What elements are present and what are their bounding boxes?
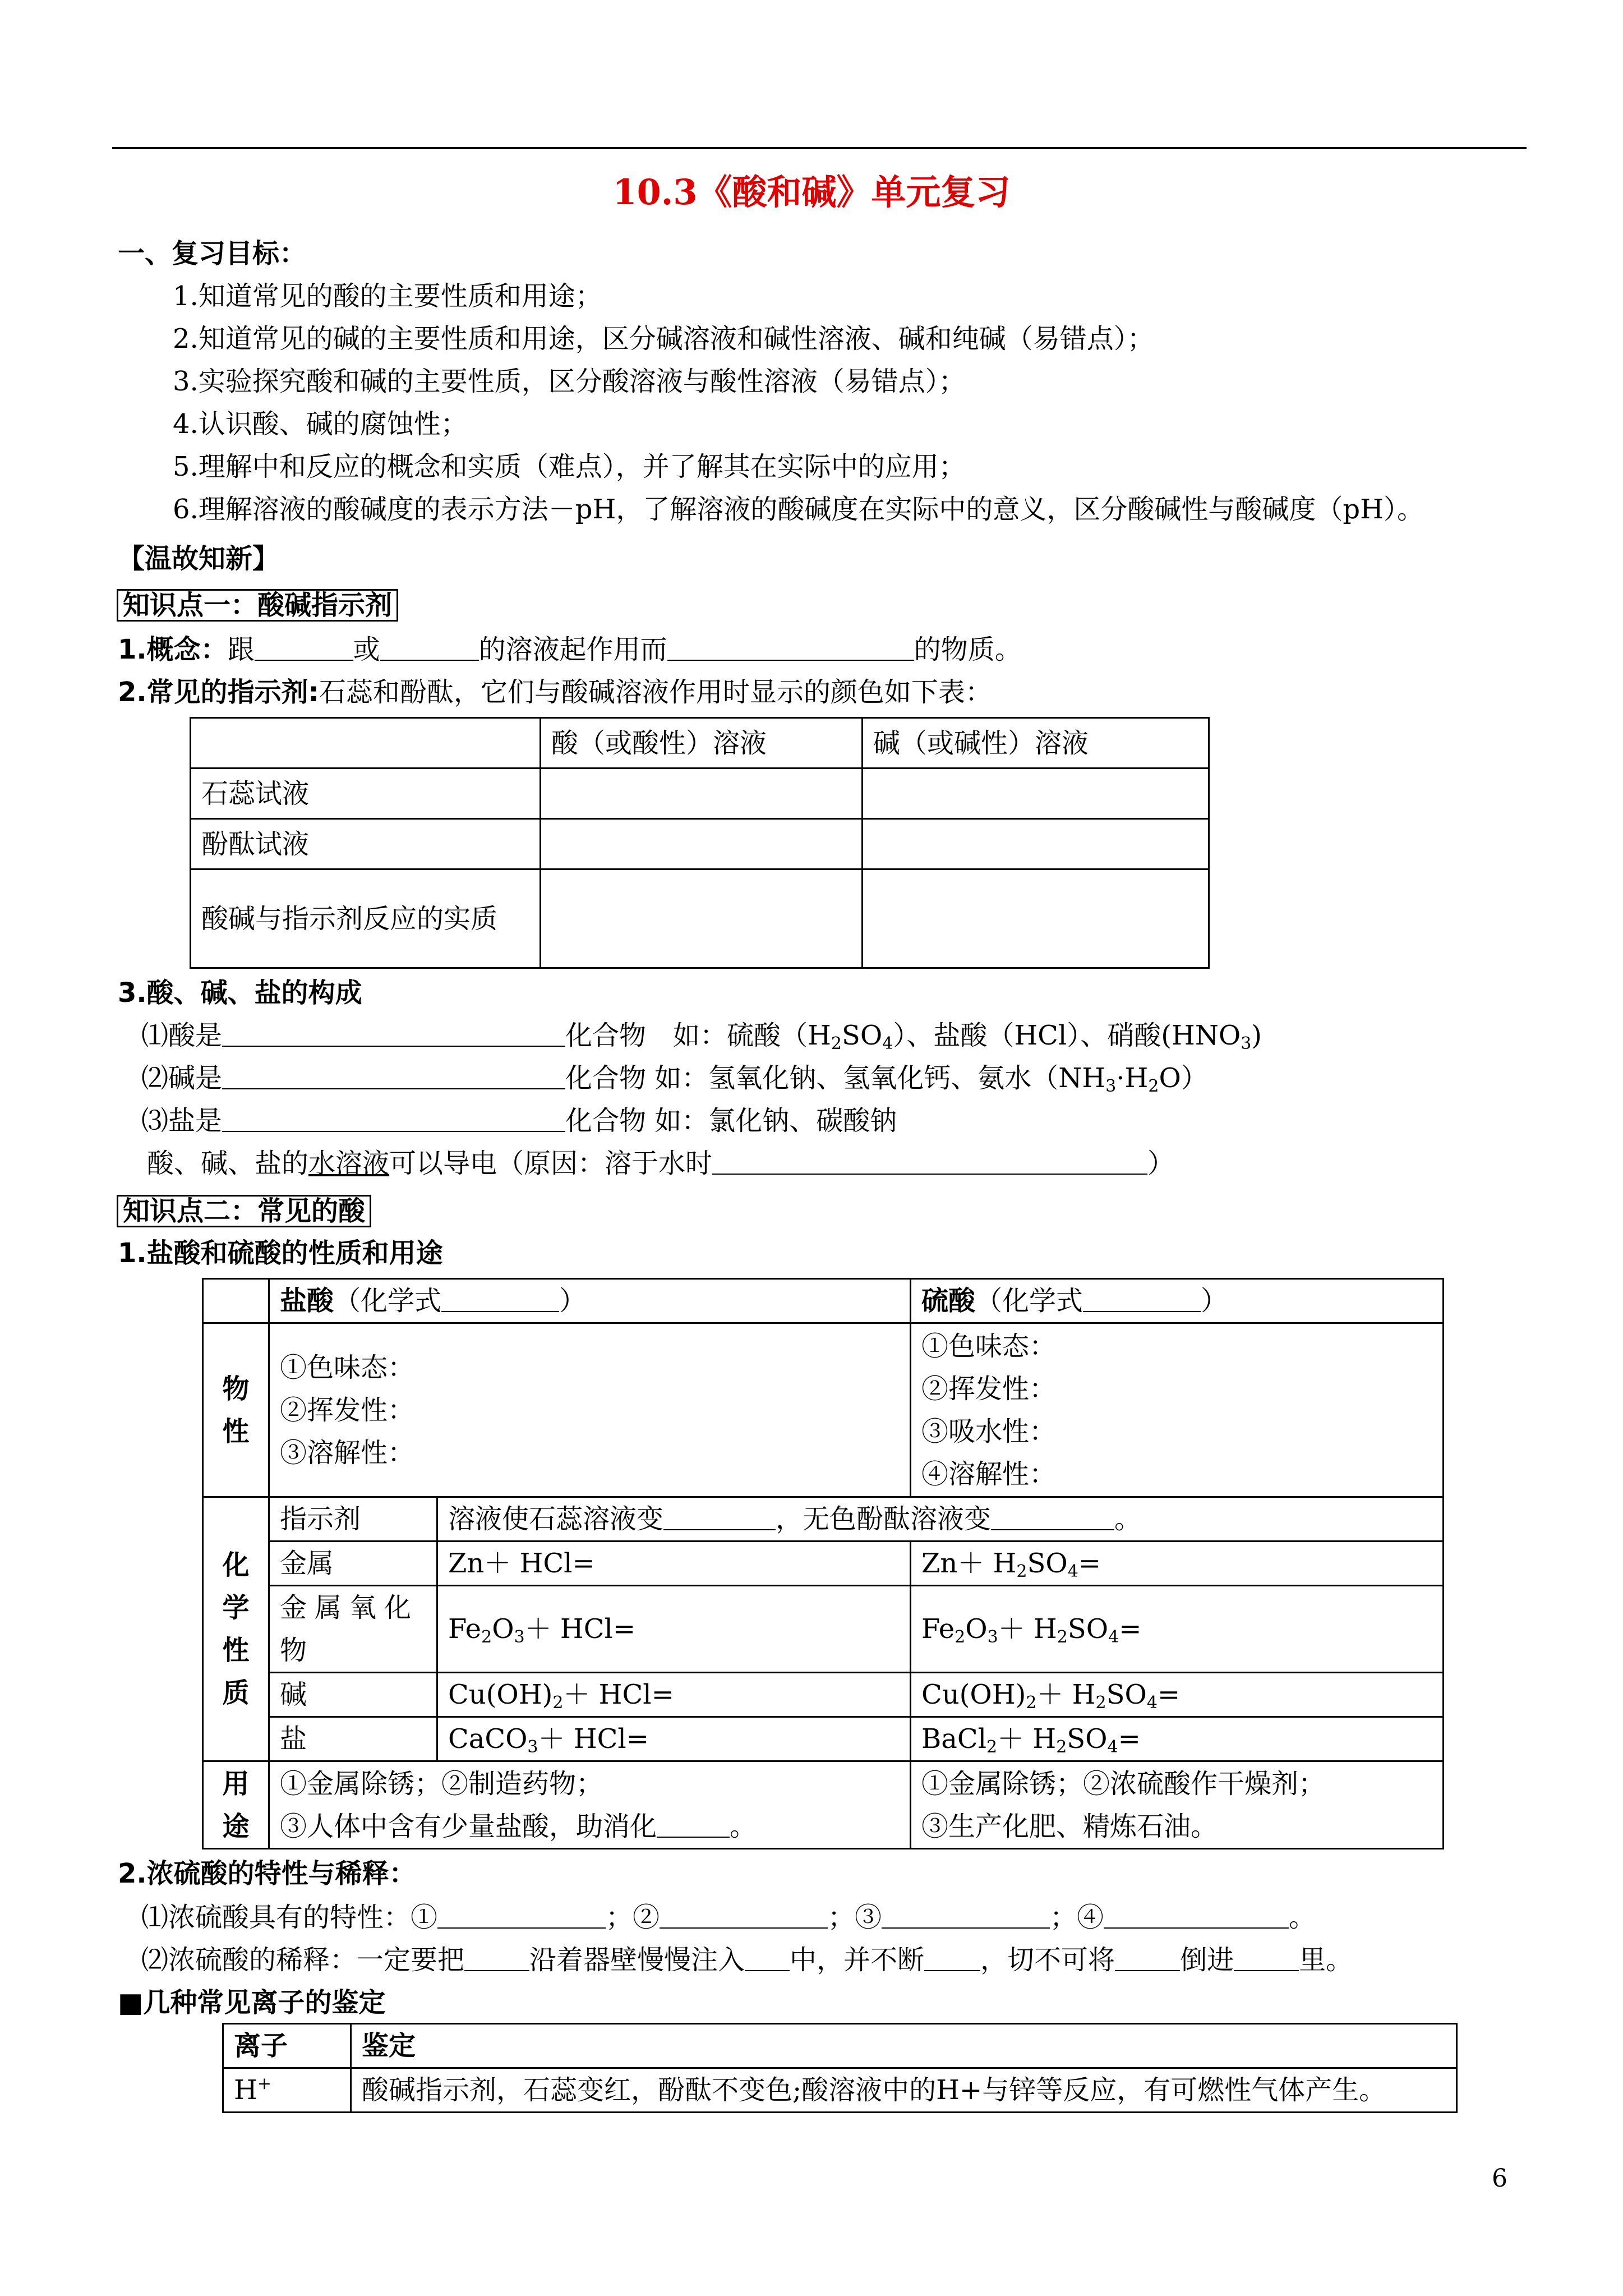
dil-text: 沿着器壁慢慢注入	[529, 1944, 745, 1976]
h2so4-physical	[911, 1323, 1444, 1497]
subscript: 4	[1108, 1627, 1119, 1647]
paren: ）	[559, 1285, 587, 1317]
cell-text: 。	[1114, 1503, 1142, 1535]
table-cell[interactable]	[541, 769, 863, 819]
cell-text: SO	[1106, 1679, 1147, 1710]
table-cell[interactable]	[863, 819, 1209, 869]
cell-text: O	[965, 1613, 988, 1645]
ions-header: 离子	[223, 2024, 351, 2068]
blank[interactable]	[712, 1151, 1147, 1175]
goal-4: 4.认识酸、碱的腐蚀性；	[173, 408, 468, 440]
h2so4-oxide[interactable]	[911, 1586, 1444, 1673]
subscript: 2	[1095, 1693, 1106, 1713]
blank[interactable]	[437, 1905, 606, 1929]
subscript: 3	[987, 1627, 998, 1647]
blank[interactable]	[667, 637, 914, 661]
ions-table	[222, 2023, 1458, 2113]
subscript: 2	[1148, 1076, 1159, 1096]
use-label	[203, 1761, 269, 1849]
concept-line	[118, 636, 1022, 663]
conc-text: 。	[1289, 1902, 1316, 1933]
table-header: 碱（或碱性）溶液	[863, 718, 1209, 769]
h2so4-physical-item: ②挥发性：	[921, 1373, 1057, 1405]
hcl-salt[interactable]	[437, 1717, 911, 1761]
hcl-base[interactable]	[437, 1673, 911, 1717]
hcl-use	[269, 1761, 911, 1849]
cell-text: O	[492, 1613, 514, 1645]
hcl-metal[interactable]: Zn＋ HCl=	[437, 1542, 911, 1586]
concept-text-4: 的物质。	[914, 634, 1022, 665]
h2so4-salt[interactable]	[911, 1717, 1444, 1761]
cell-text: Cu(OH)	[921, 1679, 1026, 1710]
goal-5: 5.理解中和反应的概念和实质（难点），并了解其在实际中的应用；	[173, 451, 966, 482]
vlabel-char: 途	[222, 1810, 250, 1842]
concept-text-3: 的溶液起作用而	[478, 634, 667, 665]
table-cell	[191, 718, 541, 769]
concept-label: 1.概念：	[118, 634, 228, 665]
acids-table	[202, 1278, 1444, 1849]
blank[interactable]	[255, 637, 353, 661]
table-cell[interactable]	[541, 869, 863, 968]
blank[interactable]	[1115, 1948, 1180, 1971]
h2so4-use	[911, 1761, 1444, 1849]
blank[interactable]	[882, 1905, 1050, 1929]
conc-text: ；②	[606, 1902, 660, 1933]
cell-text: ，无色酚酞溶液变	[776, 1503, 992, 1535]
hcl-use-item	[280, 1805, 900, 1848]
vlabel-char: 学	[222, 1592, 250, 1623]
table-cell[interactable]	[863, 869, 1209, 968]
composition-heading: 3.酸、碱、盐的构成	[118, 977, 362, 1009]
table-row-label: 酚酞试液	[191, 819, 541, 869]
subscript: 2	[1057, 1627, 1068, 1647]
cell-text: BaCl	[921, 1723, 986, 1755]
subscript: 2	[955, 1627, 966, 1647]
table-row-label: 酸碱与指示剂反应的实质	[191, 869, 541, 968]
conduct-line	[147, 1150, 1174, 1177]
h2so4-metal[interactable]	[911, 1542, 1444, 1586]
acid-text: )	[1251, 1020, 1262, 1051]
h2so4-use-item: ③生产化肥、精炼石油。	[921, 1810, 1218, 1842]
hcl-use-item: ①金属除锈；②制造药物；	[280, 1768, 603, 1800]
cell-text: Fe	[921, 1613, 955, 1645]
blank[interactable]	[663, 1507, 776, 1530]
conduct-underlined: 水溶液	[308, 1148, 390, 1179]
concept-text-1: 跟	[227, 634, 255, 665]
cell-text: SO	[1027, 1548, 1068, 1579]
ions-header: 鉴定	[351, 2024, 1457, 2068]
cell-text: =	[1078, 1548, 1101, 1579]
hcl-physical-item: ③溶解性：	[280, 1437, 415, 1469]
blank[interactable]	[660, 1905, 828, 1929]
conc-text: ；④	[1050, 1902, 1104, 1933]
blank[interactable]	[441, 1289, 559, 1312]
subscript: 4	[1067, 1562, 1078, 1581]
conc-dilution-line	[141, 1944, 1353, 1976]
h2so4-physical-item: ③吸水性：	[921, 1415, 1057, 1447]
cell-text: SO	[1067, 1613, 1109, 1645]
table-cell	[203, 1279, 269, 1323]
kp2-heading: 知识点二：常见的酸	[117, 1195, 371, 1227]
indicator-label: 2.常见的指示剂:	[118, 677, 319, 708]
blank[interactable]	[1234, 1948, 1299, 1971]
row-label: 金属	[269, 1542, 437, 1586]
physical-label	[203, 1323, 269, 1497]
conduct-text: 酸、碱、盐的	[147, 1148, 309, 1179]
cell-text: 。	[730, 1810, 757, 1842]
base-text: ·H	[1116, 1062, 1149, 1094]
cell-text: Cu(OH)	[448, 1679, 553, 1710]
cell-text: ＋ HCl=	[524, 1613, 636, 1645]
h2so4-formula-label: （化学式	[975, 1285, 1083, 1317]
conc-text: ；③	[828, 1902, 882, 1933]
vlabel-char: 物	[222, 1373, 250, 1405]
kp1-heading: 知识点一：酸碱指示剂	[117, 589, 398, 622]
subscript: 2	[1056, 1737, 1067, 1757]
ion-cell	[223, 2068, 351, 2113]
goal-1: 1.知道常见的酸的主要性质和用途；	[173, 280, 602, 312]
blank[interactable]	[657, 1814, 730, 1838]
conduct-text: 可以导电（原因：溶于水时	[389, 1148, 713, 1179]
cell-text: =	[1157, 1679, 1181, 1710]
subscript: 2	[831, 1034, 842, 1053]
cell-text: ＋ H	[997, 1723, 1057, 1755]
conc-text: ⑴浓硫酸具有的特性：①	[141, 1902, 438, 1933]
review-heading: 【温故知新】	[118, 543, 280, 574]
blank[interactable]	[464, 1948, 529, 1971]
h2so4-base[interactable]	[911, 1673, 1444, 1717]
acid-text: SO	[841, 1020, 883, 1051]
hcl-name: 盐酸	[280, 1285, 334, 1317]
dil-text: 中，并不断	[790, 1944, 925, 1976]
goal-3: 3.实验探究酸和碱的主要性质，区分酸溶液与酸性溶液（易错点）；	[173, 366, 966, 397]
h2so4-name: 硫酸	[921, 1285, 976, 1317]
salt-text: 化合物 如：氯化钠、碳酸钠	[565, 1105, 897, 1137]
hcl-oxide[interactable]	[437, 1586, 911, 1673]
h2so4-physical-item: ①色味态：	[921, 1330, 1057, 1362]
subscript: 2	[481, 1627, 492, 1647]
conc-heading: 2.浓硫酸的特性与稀释：	[118, 1858, 416, 1889]
subscript: 2	[1026, 1693, 1037, 1713]
ions-heading: ■几种常见离子的鉴定	[118, 1987, 386, 2018]
h2so4-physical-item: ④溶解性：	[921, 1458, 1057, 1490]
blank[interactable]	[222, 1108, 565, 1132]
subscript: 2	[986, 1737, 998, 1757]
cell-text: ③人体中含有少量盐酸，助消化	[280, 1810, 657, 1842]
blank[interactable]	[222, 1023, 565, 1047]
ion-symbol: H	[234, 2074, 257, 2106]
dil-text: 倒进	[1180, 1944, 1234, 1976]
base-text: 化合物 如：氢氧化钠、氢氧化钙、氨水（NH	[565, 1062, 1106, 1094]
dil-text: ⑵浓硫酸的稀释：一定要把	[141, 1944, 465, 1976]
dil-text: 里。	[1299, 1944, 1353, 1976]
subscript: 2	[1016, 1562, 1027, 1581]
vlabel-char: 化	[222, 1549, 250, 1581]
cell-text: Fe	[448, 1613, 482, 1645]
top-rule	[112, 147, 1527, 149]
chemical-label	[203, 1497, 269, 1761]
cell-text: ＋ HCl=	[538, 1723, 649, 1755]
ion-test-cell: 酸碱指示剂，石蕊变红，酚酞不变色;酸溶液中的H+与锌等反应，有可燃性气体产生。	[351, 2068, 1457, 2113]
salt-label: ⑶盐是	[141, 1105, 223, 1137]
indicator-line	[118, 679, 992, 706]
cell-text: =	[1119, 1613, 1142, 1645]
conduct-text: ）	[1147, 1148, 1175, 1179]
vlabel-char: 性	[222, 1415, 250, 1447]
subscript: 3	[1241, 1034, 1252, 1053]
hcl-header	[269, 1279, 911, 1323]
subscript: 4	[1107, 1737, 1118, 1757]
page-number: 6	[1492, 2164, 1507, 2193]
row-label: 指示剂	[269, 1497, 437, 1542]
cell-text: 溶液使石蕊溶液变	[448, 1503, 664, 1535]
acid-text: ）、盐酸（HCl）、硝酸(HNO	[893, 1020, 1241, 1051]
cell-text: ＋ HCl=	[563, 1679, 674, 1710]
acid-line	[141, 1020, 1262, 1053]
cell-text: =	[1118, 1723, 1141, 1755]
blank[interactable]	[991, 1507, 1114, 1530]
cell-text: Zn＋ H	[921, 1548, 1017, 1579]
superscript: +	[257, 2074, 271, 2093]
blank[interactable]	[1083, 1289, 1201, 1312]
salt-line	[141, 1105, 897, 1137]
hcl-physical-item: ①色味态：	[280, 1351, 415, 1383]
blank[interactable]	[745, 1948, 790, 1971]
paren: ）	[1201, 1285, 1228, 1317]
row-label: 金属氧化物	[269, 1586, 437, 1673]
subscript: 3	[1105, 1076, 1117, 1096]
acids-subheading: 1.盐酸和硫酸的性质和用途	[118, 1237, 443, 1269]
cell-text: ＋ H	[1036, 1679, 1096, 1710]
cell-text: CaCO	[448, 1723, 528, 1755]
blank[interactable]	[1104, 1905, 1289, 1929]
hcl-formula-label: （化学式	[334, 1285, 442, 1317]
table-row-label: 石蕊试液	[191, 769, 541, 819]
h2so4-header	[911, 1279, 1444, 1323]
page-title: 10.3《酸和碱》单元复习	[612, 172, 1011, 213]
acid-label: ⑴酸是	[141, 1020, 223, 1051]
hcl-physical-item: ②挥发性：	[280, 1394, 415, 1426]
goal-6: 6.理解溶液的酸碱度的表示方法－pH，了解溶液的酸碱度在实际中的意义，区分酸碱性与酸碱度（pH）。	[173, 494, 1424, 525]
vlabel-char: 用	[222, 1768, 250, 1800]
goal-2: 2.知道常见的碱的主要性质和用途，区分碱溶液和碱性溶液、碱和纯碱（易错点）；	[173, 323, 1154, 355]
dil-text: ，切不可将	[980, 1944, 1115, 1976]
concept-text-2: 或	[353, 634, 380, 665]
subscript: 4	[882, 1034, 893, 1053]
subscript: 3	[527, 1737, 538, 1757]
subscript: 4	[1146, 1693, 1158, 1713]
indicator-table	[190, 717, 1210, 969]
row-label: 碱	[269, 1673, 437, 1717]
section-heading-goals: 一、复习目标：	[118, 238, 307, 269]
blank[interactable]	[222, 1066, 565, 1089]
conc-props-line	[141, 1904, 1316, 1931]
h2so4-use-item: ①金属除锈；②浓硫酸作干燥剂；	[921, 1768, 1326, 1800]
table-cell[interactable]	[541, 819, 863, 869]
base-label: ⑵碱是	[141, 1062, 223, 1094]
hcl-physical	[269, 1323, 911, 1497]
cell-text: SO	[1067, 1723, 1108, 1755]
acid-text: 化合物 如：硫酸（H	[565, 1020, 831, 1051]
subscript: 2	[552, 1693, 564, 1713]
vlabel-char: 性	[222, 1635, 250, 1666]
row-label: 盐	[269, 1717, 437, 1761]
indicator-cell	[437, 1497, 1444, 1542]
table-header: 酸（或酸性）溶液	[541, 718, 863, 769]
base-text: O）	[1159, 1062, 1208, 1094]
blank[interactable]	[924, 1948, 980, 1971]
indicator-text: 石蕊和酚酞，它们与酸碱溶液作用时显示的颜色如下表：	[319, 677, 992, 708]
blank[interactable]	[380, 637, 479, 661]
cell-text: ＋ H	[998, 1613, 1057, 1645]
vlabel-char: 质	[222, 1677, 250, 1709]
subscript: 3	[514, 1627, 525, 1647]
base-line	[141, 1062, 1208, 1096]
table-cell[interactable]	[863, 769, 1209, 819]
